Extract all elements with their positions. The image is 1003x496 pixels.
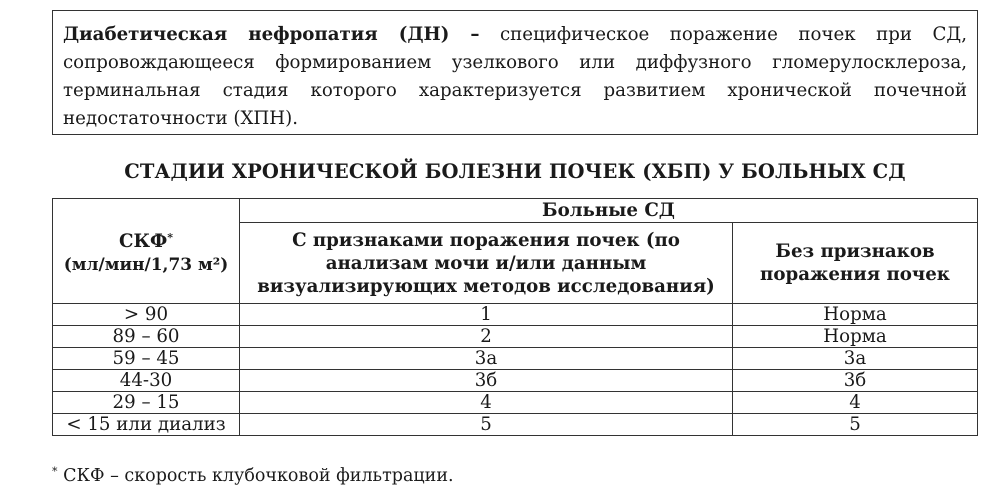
table-title: СТАДИИ ХРОНИЧЕСКОЙ БОЛЕЗНИ ПОЧЕК (ХБП) У БОЛЬНЫХ СД [124,160,906,183]
gfr-cell: 29 – 15 [53,392,240,414]
gfr-cell: < 15 или диализ [53,414,240,436]
table-row [53,414,978,436]
without-damage-header: Без признаков поражения почек [733,223,978,304]
table-row [53,304,978,326]
table-header-row [53,199,978,223]
definition-text: специфическое поражение почек при СД, сопровождающееся формированием узелкового или диффузного гломерулосклероза, терминальная стадия которого характеризуется развитием хронической почечной недостаточности (ХПН). [63,24,967,129]
without-damage-cell: 5 [733,414,978,436]
gfr-header-label: СКФ [118,230,168,252]
with-damage-cell: 3а [240,348,733,370]
with-damage-header: С признаками поражения почек (по анализам мочи и/или данным визуализирующих методов исследования) [240,223,733,304]
with-damage-cell: 1 [240,304,733,326]
without-damage-cell: 3а [733,348,978,370]
with-damage-cell: 5 [240,414,733,436]
table-row [53,370,978,392]
footnote-text: СКФ – скорость клубочковой фильтрации. [63,466,454,486]
gfr-cell: 59 – 45 [53,348,240,370]
with-damage-cell: 2 [240,326,733,348]
ckd-stages-table [52,198,978,436]
footnote [52,465,454,486]
without-damage-cell: Норма [733,326,978,348]
patients-group-header: Больные СД [240,199,978,223]
definition-term: Диабетическая нефропатия (ДН) – [63,24,480,45]
table-row [53,348,978,370]
table-row [53,392,978,414]
with-damage-cell: 4 [240,392,733,414]
gfr-header [53,199,240,304]
definition-box [52,10,978,135]
footnote-mark: * [52,465,58,478]
gfr-cell: 44-30 [53,370,240,392]
table-row [53,326,978,348]
gfr-cell: 89 – 60 [53,326,240,348]
without-damage-cell: 3б [733,370,978,392]
gfr-footnote-mark: * [167,230,174,244]
gfr-header-unit: (мл/мин/1,73 м²) [63,254,229,275]
gfr-cell: > 90 [53,304,240,326]
with-damage-cell: 3б [240,370,733,392]
without-damage-cell: 4 [733,392,978,414]
without-damage-cell: Норма [733,304,978,326]
